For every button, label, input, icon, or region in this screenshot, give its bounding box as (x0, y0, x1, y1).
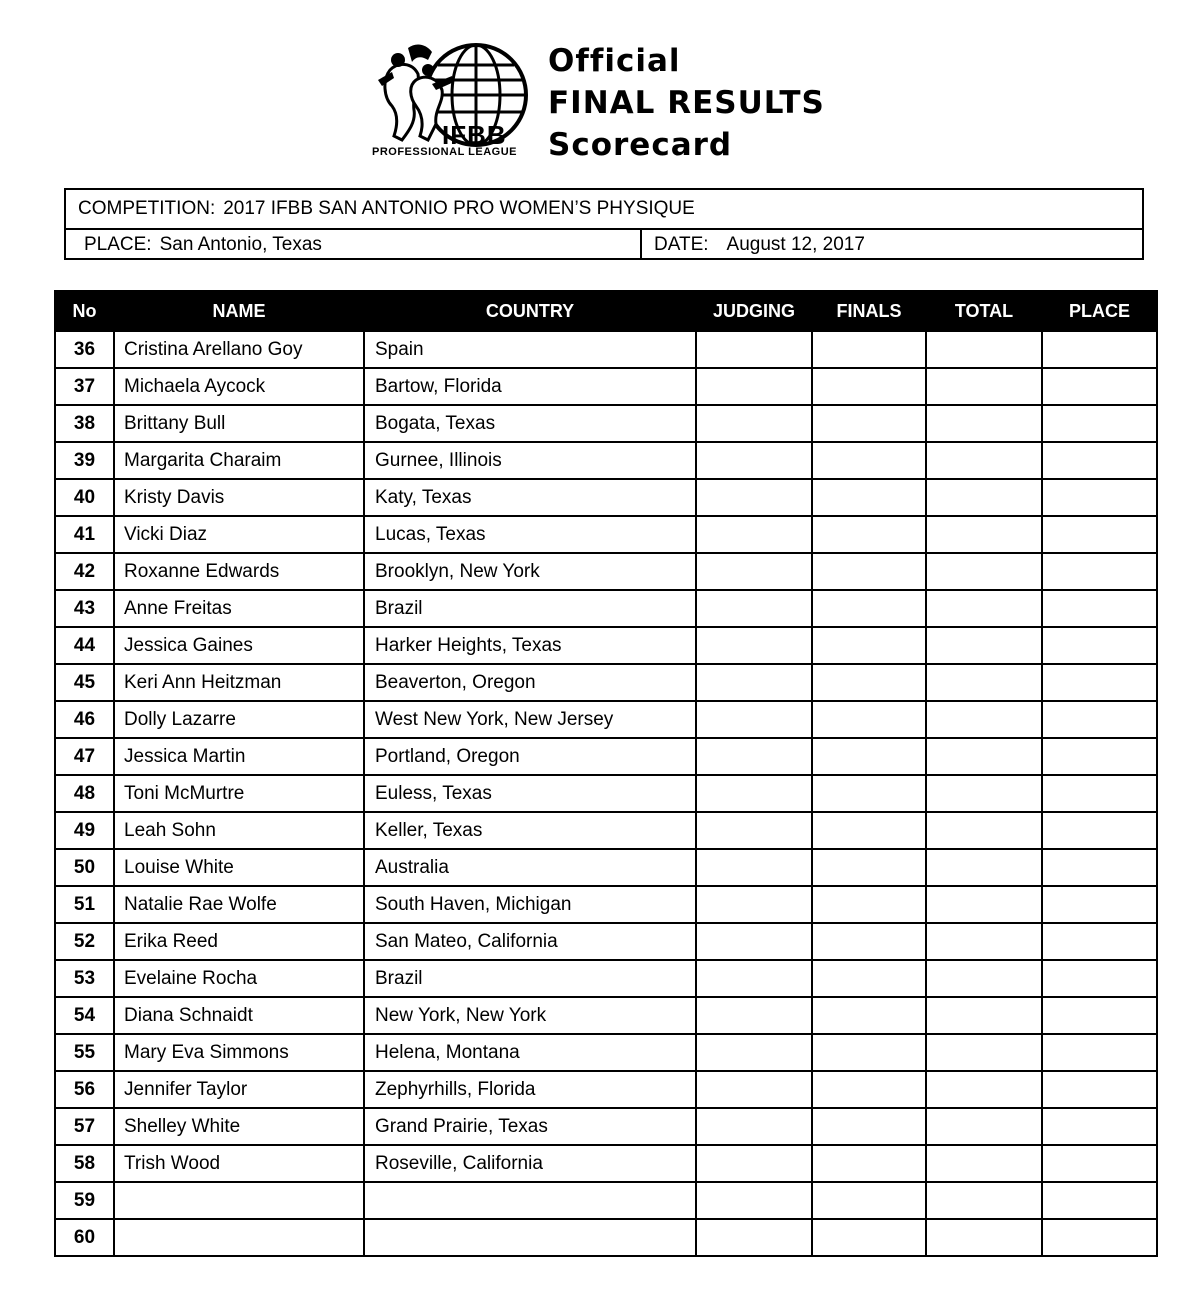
cell-judging (696, 886, 812, 923)
cell-name: Louise White (114, 849, 364, 886)
cell-no: 38 (55, 405, 114, 442)
table-row (55, 923, 1157, 960)
cell-total (926, 812, 1042, 849)
cell-country: Euless, Texas (364, 775, 696, 812)
cell-total (926, 553, 1042, 590)
cell-total (926, 849, 1042, 886)
column-header-country: COUNTRY (364, 291, 696, 331)
cell-no: 46 (55, 701, 114, 738)
cell-place (1042, 1145, 1157, 1182)
cell-judging (696, 997, 812, 1034)
cell-country: Bartow, Florida (364, 368, 696, 405)
cell-country: Grand Prairie, Texas (364, 1108, 696, 1145)
cell-no: 49 (55, 812, 114, 849)
cell-no: 55 (55, 1034, 114, 1071)
cell-place (1042, 1108, 1157, 1145)
ifbb-logo (368, 40, 533, 160)
cell-country: Roseville, California (364, 1145, 696, 1182)
cell-judging (696, 923, 812, 960)
cell-finals (812, 1182, 926, 1219)
table-row (55, 331, 1157, 368)
cell-no: 58 (55, 1145, 114, 1182)
cell-finals (812, 849, 926, 886)
cell-country: West New York, New Jersey (364, 701, 696, 738)
title-line-official: Official (548, 43, 681, 79)
cell-name: Jennifer Taylor (114, 1071, 364, 1108)
cell-place (1042, 886, 1157, 923)
cell-finals (812, 516, 926, 553)
table-row (55, 701, 1157, 738)
cell-finals (812, 627, 926, 664)
document-header (368, 40, 848, 164)
cell-total (926, 368, 1042, 405)
cell-name: Keri Ann Heitzman (114, 664, 364, 701)
date-cell (654, 228, 865, 262)
table-header-row (55, 291, 1157, 331)
cell-finals (812, 997, 926, 1034)
cell-total (926, 738, 1042, 775)
cell-no: 50 (55, 849, 114, 886)
table-row (55, 1034, 1157, 1071)
cell-total (926, 960, 1042, 997)
cell-judging (696, 442, 812, 479)
cell-finals (812, 442, 926, 479)
cell-finals (812, 812, 926, 849)
cell-name: Brittany Bull (114, 405, 364, 442)
cell-judging (696, 553, 812, 590)
table-row (55, 997, 1157, 1034)
cell-no: 40 (55, 479, 114, 516)
table-row (55, 516, 1157, 553)
results-body (55, 331, 1157, 1256)
cell-no: 43 (55, 590, 114, 627)
table-row (55, 664, 1157, 701)
cell-no: 44 (55, 627, 114, 664)
cell-place (1042, 1182, 1157, 1219)
cell-country: Australia (364, 849, 696, 886)
cell-country (364, 1182, 696, 1219)
cell-place (1042, 590, 1157, 627)
cell-finals (812, 664, 926, 701)
cell-finals (812, 331, 926, 368)
column-header-judging: JUDGING (696, 291, 812, 331)
cell-place (1042, 738, 1157, 775)
column-header-no: No (55, 291, 114, 331)
table-row (55, 479, 1157, 516)
cell-no: 42 (55, 553, 114, 590)
cell-no: 59 (55, 1182, 114, 1219)
cell-name: Evelaine Rocha (114, 960, 364, 997)
cell-name: Erika Reed (114, 923, 364, 960)
cell-total (926, 886, 1042, 923)
cell-no: 57 (55, 1108, 114, 1145)
cell-country: Brooklyn, New York (364, 553, 696, 590)
cell-finals (812, 590, 926, 627)
cell-finals (812, 553, 926, 590)
cell-place (1042, 997, 1157, 1034)
cell-judging (696, 1145, 812, 1182)
cell-total (926, 1219, 1042, 1256)
cell-no: 54 (55, 997, 114, 1034)
cell-total (926, 590, 1042, 627)
cell-total (926, 775, 1042, 812)
cell-name: Cristina Arellano Goy (114, 331, 364, 368)
cell-finals (812, 1219, 926, 1256)
cell-judging (696, 1182, 812, 1219)
table-row (55, 1182, 1157, 1219)
cell-no: 60 (55, 1219, 114, 1256)
cell-finals (812, 1108, 926, 1145)
cell-total (926, 1182, 1042, 1219)
table-row (55, 1071, 1157, 1108)
cell-name: Jessica Martin (114, 738, 364, 775)
cell-country: San Mateo, California (364, 923, 696, 960)
cell-name: Roxanne Edwards (114, 553, 364, 590)
cell-judging (696, 368, 812, 405)
cell-judging (696, 1219, 812, 1256)
cell-country: Gurnee, Illinois (364, 442, 696, 479)
column-header-name: NAME (114, 291, 364, 331)
cell-place (1042, 960, 1157, 997)
cell-place (1042, 1219, 1157, 1256)
cell-total (926, 479, 1042, 516)
cell-name: Toni McMurtre (114, 775, 364, 812)
cell-total (926, 1145, 1042, 1182)
cell-finals (812, 368, 926, 405)
cell-total (926, 701, 1042, 738)
table-row (55, 442, 1157, 479)
cell-name: Mary Eva Simmons (114, 1034, 364, 1071)
place-label: PLACE: (84, 234, 152, 255)
cell-place (1042, 812, 1157, 849)
cell-name: Anne Freitas (114, 590, 364, 627)
place-cell (84, 228, 322, 262)
cell-name: Michaela Aycock (114, 368, 364, 405)
cell-judging (696, 516, 812, 553)
cell-place (1042, 368, 1157, 405)
cell-country: Harker Heights, Texas (364, 627, 696, 664)
cell-finals (812, 886, 926, 923)
cell-no: 37 (55, 368, 114, 405)
cell-finals (812, 1145, 926, 1182)
table-row (55, 812, 1157, 849)
cell-country (364, 1219, 696, 1256)
cell-place (1042, 627, 1157, 664)
column-header-total: TOTAL (926, 291, 1042, 331)
date-label: DATE: (654, 234, 709, 255)
cell-no: 53 (55, 960, 114, 997)
cell-finals (812, 1034, 926, 1071)
table-row (55, 849, 1157, 886)
cell-judging (696, 627, 812, 664)
cell-judging (696, 738, 812, 775)
cell-judging (696, 812, 812, 849)
table-row (55, 627, 1157, 664)
cell-no: 36 (55, 331, 114, 368)
cell-total (926, 997, 1042, 1034)
cell-total (926, 442, 1042, 479)
cell-no: 48 (55, 775, 114, 812)
cell-place (1042, 405, 1157, 442)
cell-country: Bogata, Texas (364, 405, 696, 442)
cell-country: Brazil (364, 590, 696, 627)
cell-name: Margarita Charaim (114, 442, 364, 479)
cell-total (926, 1071, 1042, 1108)
cell-country: Portland, Oregon (364, 738, 696, 775)
cell-judging (696, 775, 812, 812)
cell-country: Beaverton, Oregon (364, 664, 696, 701)
cell-finals (812, 405, 926, 442)
cell-judging (696, 590, 812, 627)
competition-info-box (64, 188, 1144, 260)
date-value: August 12, 2017 (726, 234, 865, 255)
cell-finals (812, 923, 926, 960)
cell-country: Spain (364, 331, 696, 368)
cell-total (926, 516, 1042, 553)
cell-judging (696, 479, 812, 516)
table-row (55, 590, 1157, 627)
place-date-divider (640, 228, 642, 260)
cell-place (1042, 479, 1157, 516)
cell-country: New York, New York (364, 997, 696, 1034)
cell-finals (812, 701, 926, 738)
cell-place (1042, 849, 1157, 886)
cell-judging (696, 664, 812, 701)
table-row (55, 1145, 1157, 1182)
cell-name: Dolly Lazarre (114, 701, 364, 738)
cell-country: Katy, Texas (364, 479, 696, 516)
column-header-place: PLACE (1042, 291, 1157, 331)
table-row (55, 960, 1157, 997)
competition-row (66, 190, 1142, 230)
cell-place (1042, 701, 1157, 738)
cell-judging (696, 1108, 812, 1145)
cell-place (1042, 664, 1157, 701)
cell-total (926, 405, 1042, 442)
cell-judging (696, 1034, 812, 1071)
competition-label: COMPETITION: (78, 198, 216, 219)
cell-name: Natalie Rae Wolfe (114, 886, 364, 923)
cell-no: 39 (55, 442, 114, 479)
cell-place (1042, 331, 1157, 368)
cell-judging (696, 849, 812, 886)
cell-name: Trish Wood (114, 1145, 364, 1182)
cell-judging (696, 701, 812, 738)
cell-name: Shelley White (114, 1108, 364, 1145)
cell-no: 47 (55, 738, 114, 775)
cell-finals (812, 479, 926, 516)
cell-total (926, 664, 1042, 701)
cell-country: Helena, Montana (364, 1034, 696, 1071)
logo-league-text: PROFESSIONAL LEAGUE (372, 146, 517, 158)
cell-total (926, 627, 1042, 664)
table-row (55, 1219, 1157, 1256)
cell-no: 51 (55, 886, 114, 923)
cell-place (1042, 442, 1157, 479)
cell-name (114, 1182, 364, 1219)
cell-no: 52 (55, 923, 114, 960)
cell-total (926, 1034, 1042, 1071)
column-header-finals: FINALS (812, 291, 926, 331)
cell-no: 45 (55, 664, 114, 701)
title-line-scorecard: Scorecard (548, 127, 733, 163)
cell-country: Brazil (364, 960, 696, 997)
place-value: San Antonio, Texas (159, 234, 322, 255)
cell-place (1042, 553, 1157, 590)
logo-ifbb-text: IFBB (442, 120, 507, 150)
cell-judging (696, 1071, 812, 1108)
cell-total (926, 923, 1042, 960)
cell-name: Kristy Davis (114, 479, 364, 516)
cell-name (114, 1219, 364, 1256)
cell-judging (696, 960, 812, 997)
cell-total (926, 331, 1042, 368)
cell-place (1042, 1034, 1157, 1071)
cell-finals (812, 960, 926, 997)
cell-name: Vicki Diaz (114, 516, 364, 553)
cell-judging (696, 405, 812, 442)
table-row (55, 368, 1157, 405)
cell-country: South Haven, Michigan (364, 886, 696, 923)
cell-finals (812, 775, 926, 812)
cell-total (926, 1108, 1042, 1145)
cell-no: 41 (55, 516, 114, 553)
place-date-row (66, 228, 1142, 260)
cell-name: Diana Schnaidt (114, 997, 364, 1034)
cell-name: Leah Sohn (114, 812, 364, 849)
cell-finals (812, 738, 926, 775)
table-row (55, 553, 1157, 590)
table-row (55, 886, 1157, 923)
scorecard-title (548, 40, 825, 166)
table-row (55, 405, 1157, 442)
cell-no: 56 (55, 1071, 114, 1108)
title-line-final-results: FINAL RESULTS (548, 85, 825, 121)
table-row (55, 775, 1157, 812)
competition-value: 2017 IFBB SAN ANTONIO PRO WOMEN’S PHYSIQUE (223, 198, 695, 219)
cell-place (1042, 923, 1157, 960)
cell-name: Jessica Gaines (114, 627, 364, 664)
results-table (54, 290, 1158, 1257)
table-row (55, 738, 1157, 775)
cell-place (1042, 516, 1157, 553)
cell-country: Zephyrhills, Florida (364, 1071, 696, 1108)
cell-finals (812, 1071, 926, 1108)
cell-judging (696, 331, 812, 368)
cell-place (1042, 1071, 1157, 1108)
cell-country: Keller, Texas (364, 812, 696, 849)
cell-country: Lucas, Texas (364, 516, 696, 553)
cell-place (1042, 775, 1157, 812)
table-row (55, 1108, 1157, 1145)
